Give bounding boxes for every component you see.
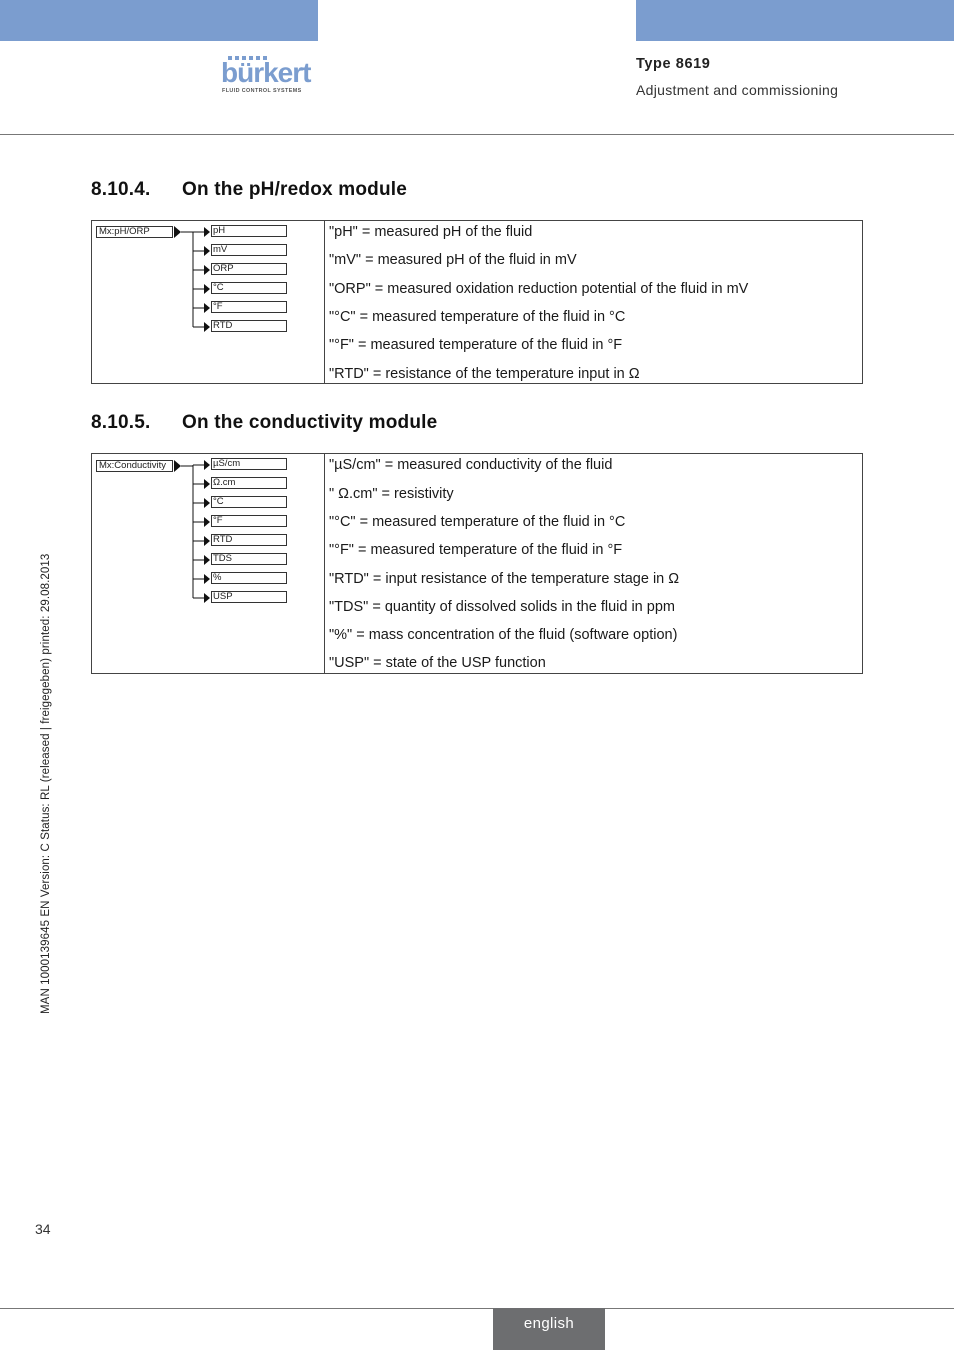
menu-root-conductivity: Mx:Conductivity	[96, 460, 173, 472]
menu-option: %	[211, 572, 287, 584]
conductivity-menu-diagram	[92, 454, 324, 673]
menu-option: mV	[211, 244, 287, 256]
menu-option: °C	[211, 282, 287, 294]
description-line: "°C" = measured temperature of the fluid in °C	[329, 514, 626, 530]
ph-menu-diagram	[92, 221, 324, 383]
document-id-note: MAN 1000139645 EN Version: C Status: RL (released | freigegeben) printed: 29.08.2013	[40, 553, 52, 1014]
description-line: "%" = mass concentration of the fluid (software option)	[329, 627, 678, 643]
section-number: 8.10.5.	[91, 412, 151, 433]
description-line: "TDS" = quantity of dissolved solids in the fluid in ppm	[329, 599, 675, 615]
menu-option: RTD	[211, 534, 287, 546]
header-bar-right	[636, 0, 954, 41]
section-number: 8.10.4.	[91, 179, 151, 200]
menu-option: RTD	[211, 320, 287, 332]
description-line: "RTD" = resistance of the temperature input in Ω	[329, 366, 640, 382]
menu-option: °C	[211, 496, 287, 508]
description-line: "RTD" = input resistance of the temperature stage in Ω	[329, 571, 680, 587]
section-title: On the pH/redox module	[182, 179, 408, 200]
document-type: Type 8619	[636, 56, 711, 72]
description-line: "pH" = measured pH of the fluid	[329, 224, 533, 240]
section-heading-ph-redox	[91, 179, 407, 201]
description-line: "°F" = measured temperature of the fluid in °F	[329, 542, 623, 558]
menu-option: TDS	[211, 553, 287, 565]
menu-option: µS/cm	[211, 458, 287, 470]
description-line: " Ω.cm" = resistivity	[329, 486, 454, 502]
chapter-title: Adjustment and commissioning	[636, 82, 839, 98]
language-tab: english	[493, 1308, 605, 1350]
ph-redox-table	[91, 220, 863, 384]
menu-option: °F	[211, 301, 287, 313]
menu-option: pH	[211, 225, 287, 237]
column-divider	[324, 454, 325, 673]
menu-option: Ω.cm	[211, 477, 287, 489]
description-line: "mV" = measured pH of the fluid in mV	[329, 252, 577, 268]
page-number: 34	[35, 1221, 51, 1237]
logo-wordmark: bürkert	[221, 57, 311, 88]
menu-tree-lines	[92, 454, 324, 673]
menu-root-ph-orp: Mx:pH/ORP	[96, 226, 173, 238]
description-line: "USP" = state of the USP function	[329, 655, 546, 671]
menu-option: °F	[211, 515, 287, 527]
logo-subtext: FLUID CONTROL SYSTEMS	[222, 88, 302, 94]
column-divider	[324, 221, 325, 383]
menu-option: USP	[211, 591, 287, 603]
header-bar-left	[0, 0, 318, 41]
header-divider	[0, 134, 954, 135]
description-line: "°C" = measured temperature of the fluid in °C	[329, 309, 626, 325]
footer-divider	[0, 1308, 954, 1309]
section-heading-conductivity	[91, 412, 437, 434]
description-line: "µS/cm" = measured conductivity of the fluid	[329, 457, 613, 473]
conductivity-table	[91, 453, 863, 674]
description-line: "ORP" = measured oxidation reduction potential of the fluid in mV	[329, 281, 749, 297]
menu-option: ORP	[211, 263, 287, 275]
section-title: On the conductivity module	[182, 412, 438, 433]
description-line: "°F" = measured temperature of the fluid in °F	[329, 337, 623, 353]
menu-tree-lines	[92, 221, 324, 383]
